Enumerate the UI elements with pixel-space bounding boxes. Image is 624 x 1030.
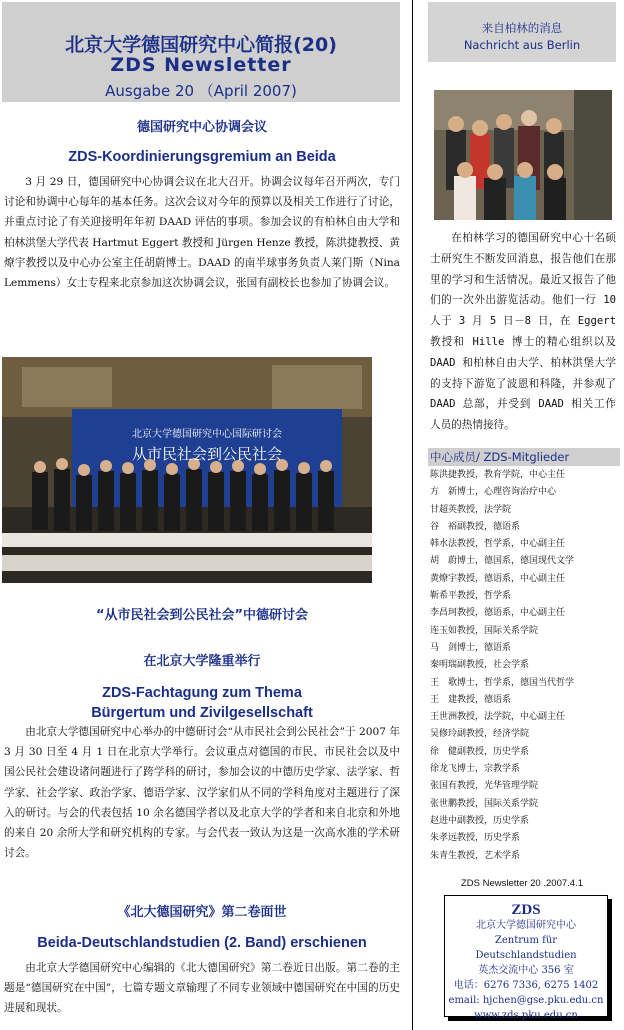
article2-body: 由北京大学德国研究中心举办的中德研讨会“从市民社会到公民社会”于 2007 年 3 月 30 日至 4 月 1 日在北京大学举行。会议重点对德国的市民、市民社会以及中国公民社会建设诸问题进行了跨学科的研讨，参加会议的中德历史学家、法学家、哲学家、社会学家、政治学家、德语学家、汉学家们从不同的学科角度对主题进行了深入的研讨。与会的代表包括 10 余名德国学者以及北京大学的学者和来自北京和外地的来自 20 余所大学和研究机构的专家。与会代表一致认为这是一次高水准的学术研讨会。: [4, 726, 400, 860]
member-item: 王世洲教授，法学院，中心副主任: [430, 712, 566, 723]
member-item: 秦明瑞副教授，社会学系: [430, 660, 530, 671]
member-item: 韩水法教授，哲学系，中心副主任: [430, 539, 566, 550]
member-item: 张国有教授，光华管理学院: [430, 781, 539, 792]
member-item: 王 歌博士，哲学系，德国当代哲学: [430, 677, 575, 688]
contact-box: [444, 895, 608, 1021]
berlin-group-photo: [434, 90, 612, 220]
article2-heading-de-1: ZDS-Fachtagung zum Thema: [102, 685, 302, 701]
berlin-news-title-cn: 来自柏林的消息: [481, 21, 563, 35]
berlin-news-title-de: Nachricht aus Berlin: [463, 38, 581, 52]
masthead-title-de: ZDS Newsletter: [110, 54, 292, 76]
phone: 电话：6276 7336, 6275 1402: [453, 980, 599, 991]
email-link[interactable]: email: hjchen@gse.pku.edu.cn: [448, 995, 604, 1006]
article3-heading-cn: 《北大德国研究》第二卷面世: [117, 905, 287, 920]
member-item: 甘超英教授，法学院: [430, 504, 512, 515]
berlin-group-photo-image: [434, 90, 612, 220]
banner-line-1: 北京大学德国研究中心国际研讨会: [132, 429, 282, 440]
member-item: 陈洪捷教授，教育学院，中心主任: [430, 470, 566, 480]
article3-body: 由北京大学德国研究中心编辑的《北大德国研究》第二卷近日出版。第二卷的主题是“德国研究在中国”，七篇专题文章输理了不同专业领域中德国研究在中国的历史进展和现状。: [4, 962, 400, 1015]
masthead-issue: Ausgabe 20 （April 2007): [105, 82, 297, 100]
column-divider: [412, 0, 413, 1030]
article2-heading-de-2: Bürgertum und Zivilgesellschaft: [91, 705, 313, 721]
berlin-news-box: [428, 2, 616, 62]
article1-heading-cn: 德国研究中心协调会议: [136, 120, 267, 135]
meeting-photo-image: [2, 357, 372, 583]
member-item: 朱孝远教授，历史学系: [430, 833, 521, 844]
address: 英杰交流中心 356 室: [478, 965, 574, 976]
member-item: 胡 蔚博士，德国系，德国现代文学: [430, 556, 575, 567]
member-item: 连玉如教授，国际关系学院: [430, 625, 539, 636]
member-item: 谷 裕副教授，德语系: [430, 521, 521, 532]
member-item: 靳希平教授，哲学系: [430, 591, 512, 602]
members-list: [430, 467, 618, 865]
member-item: 张世鹏教授，国际关系学院: [430, 798, 539, 809]
members-heading: 中心成员/ ZDS-Mitglieder: [428, 448, 620, 466]
member-item: 赵进中副教授，历史学系: [430, 815, 530, 826]
article1-heading-de: ZDS-Koordinierungsgremium an Beida: [68, 149, 336, 165]
member-item: 徐龙飞博士，宗教学系: [430, 764, 521, 775]
masthead-title-cn: 北京大学德国研究中心简报(20): [65, 34, 337, 56]
newsletter-date: ZDS Newsletter 20 .2007.4.1: [461, 878, 583, 889]
article2-heading-cn-1: “从市民社会到公民社会”中德研讨会: [95, 608, 309, 623]
member-item: 徐 健副教授，历史学系: [430, 746, 530, 757]
article1-body: 3 月 29 日，德国研究中心协调会议在北大召开。协调会议每年召开两次，专门讨论和协调中心每年的基本任务。这次会议对今年的预算以及相关工作进行了讨论，并重点讨论了有关迎接明年年初 DAAD 评估的事项。参加会议的有柏林自由大学和柏林洪堡大学代表 Hartmut Eggert 教授和 Jürgen Henze 教授，陈洪捷教授、黄燎宇教授以及中心办公室主任胡蔚博士。DAAD 的南半球事务负责人莱门斯（Nina Lemmens）女士专程来北京参加这次协调会议，张国有副校长也参加了协调会议。: [4, 176, 400, 290]
member-item: 马 剑博士，德语系: [430, 642, 512, 653]
member-item: 方 新博士，心理咨询治疗中心: [430, 487, 557, 498]
member-item: 吴修玲副教授，经济学院: [430, 729, 530, 740]
member-item: 黄燎宇教授，德语系，中心副主任: [430, 573, 566, 584]
masthead: [2, 2, 400, 102]
website-link[interactable]: www.zds.pku.edu.cn: [474, 1010, 578, 1021]
org-name-de: Zentrum für Deutschlandstudien: [475, 935, 577, 961]
berlin-news-body: 在柏林学习的德国研究中心十名硕士研究生不断发回消息，报告他们在那里的学习和生活情况。最近又报告了他们的一次外出游览活动。他们一行 10 人于 3 月 5 日－8 日，在 Eggert 教授和 Hille 博士的精心组织以及 DAAD 和柏林自由大学、柏林洪堡大学的支持下游览了波恩和科隆，并参观了 DAAD 总部，并受到 DAAD 相关工作人员的热情接待。: [430, 232, 616, 432]
member-item: 朱青生教授，艺术学系: [430, 850, 521, 861]
member-item: 王 建教授，德语系: [430, 694, 512, 705]
org-short-name: ZDS: [511, 902, 541, 918]
banner-line-2: 从市民社会到公民社会: [131, 445, 283, 463]
article2-heading-cn-2: 在北京大学隆重举行: [143, 654, 261, 669]
article3-heading-de: Beida-Deutschlandstudien (2. Band) erschienen: [37, 935, 367, 951]
meeting-photo: [2, 357, 372, 583]
member-item: 李昌珂教授，德语系，中心副主任: [430, 608, 566, 619]
org-name-cn: 北京大学德国研究中心: [476, 920, 576, 931]
